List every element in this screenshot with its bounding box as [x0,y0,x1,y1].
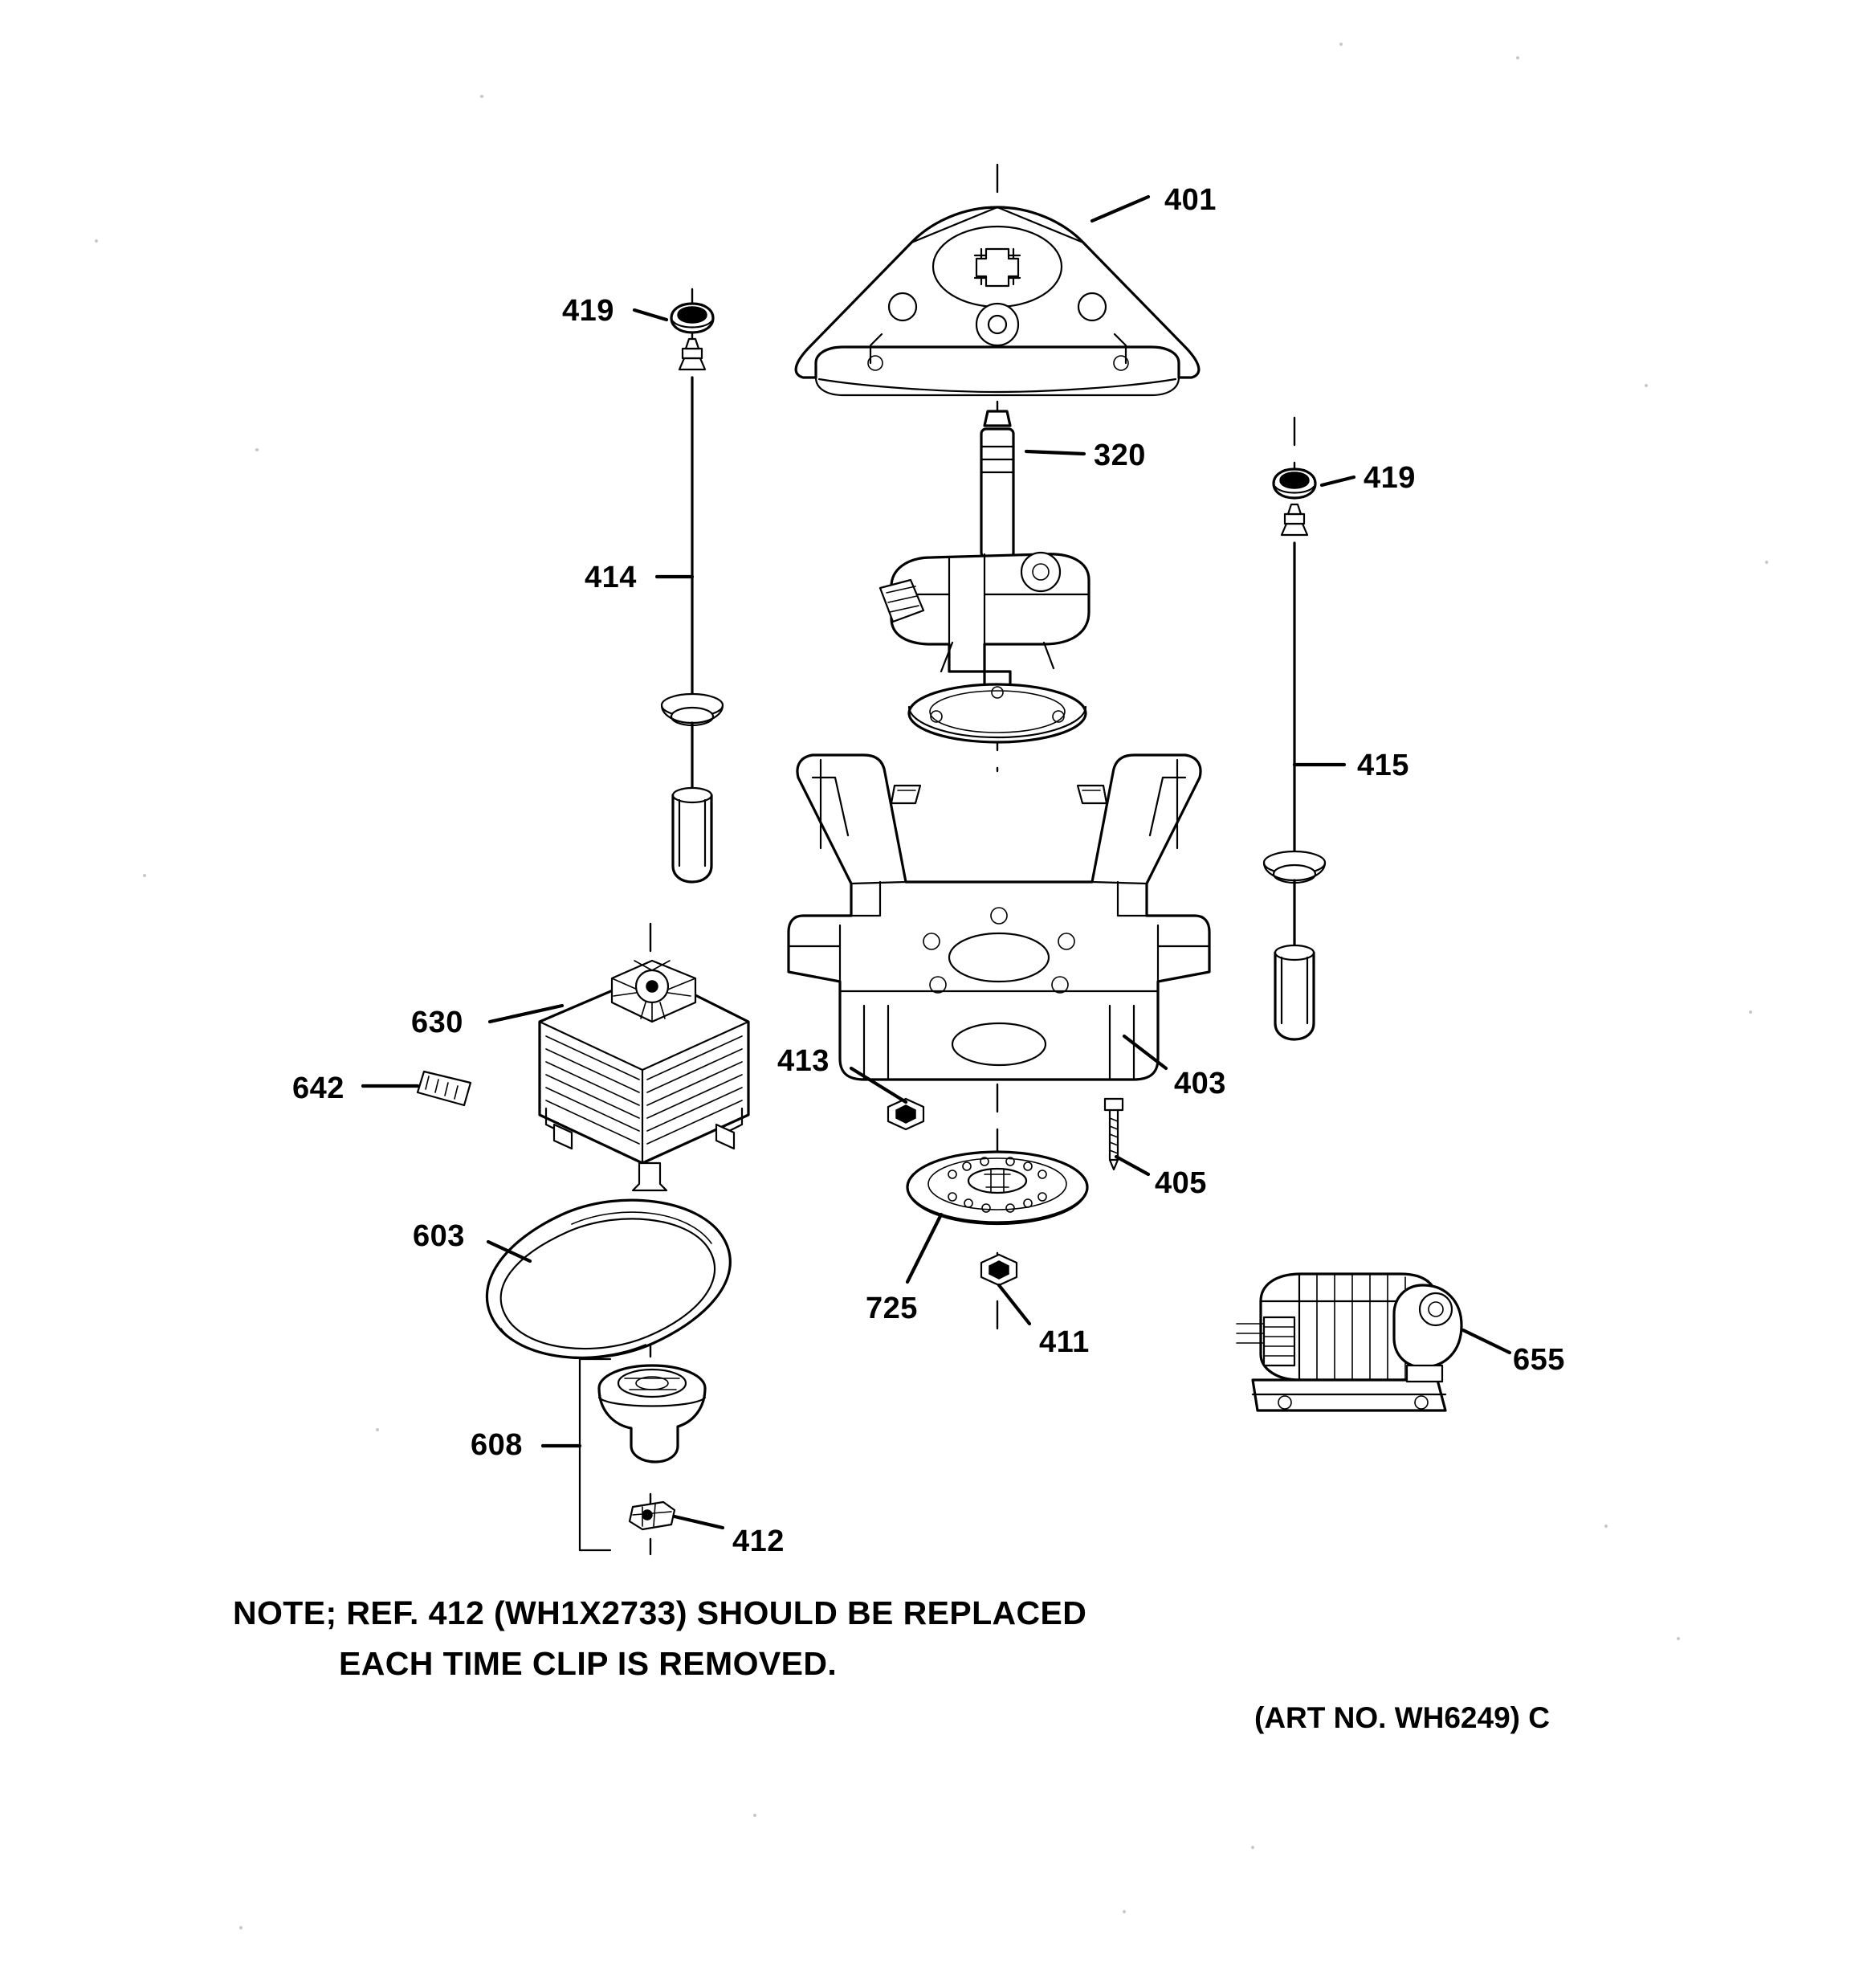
callout-419-left[interactable]: 419 [562,294,614,328]
part-630-drive-motor [540,961,748,1190]
part-419-suspension-cap-right [1274,469,1315,498]
part-655-drain-pump [1237,1274,1461,1410]
callout-403[interactable]: 403 [1174,1067,1226,1100]
part-725-drive-pulley [907,1152,1087,1224]
callout-725[interactable]: 725 [866,1292,918,1325]
callout-320[interactable]: 320 [1094,439,1146,472]
part-642-motor-connector [418,1072,471,1105]
part-320-transmission-assembly [880,411,1089,742]
part-415-suspension-rod-right [1264,504,1325,1039]
callout-414[interactable]: 414 [585,561,637,594]
note-line-2: EACH TIME CLIP IS REMOVED. [339,1645,838,1682]
part-608-motor-pulley-assembly [599,1365,705,1462]
callout-411[interactable]: 411 [1039,1325,1090,1359]
callout-655[interactable]: 655 [1513,1343,1565,1377]
callout-405[interactable]: 405 [1155,1166,1207,1200]
part-412-retaining-clip [630,1502,675,1529]
part-401-transmission-cover [796,207,1199,395]
callout-412[interactable]: 412 [732,1525,785,1558]
callout-630[interactable]: 630 [411,1006,463,1039]
callout-419-right[interactable]: 419 [1364,461,1416,495]
callout-413[interactable]: 413 [777,1044,830,1078]
callout-603[interactable]: 603 [413,1219,465,1253]
part-411-pulley-nut [981,1255,1017,1285]
callout-642[interactable]: 642 [292,1072,344,1105]
part-414-suspension-rod-left [662,339,723,882]
part-403-support-bracket [789,755,1209,1080]
callout-401[interactable]: 401 [1164,183,1217,217]
callout-415[interactable]: 415 [1357,749,1409,782]
callout-608[interactable]: 608 [471,1428,523,1462]
part-419-suspension-cap-left [671,304,713,333]
part-603-drive-belt [487,1200,730,1357]
note-line-1: NOTE; REF. 412 (WH1X2733) SHOULD BE REPLACED [233,1594,1087,1631]
art-number: (ART NO. WH6249) C [1254,1701,1550,1734]
